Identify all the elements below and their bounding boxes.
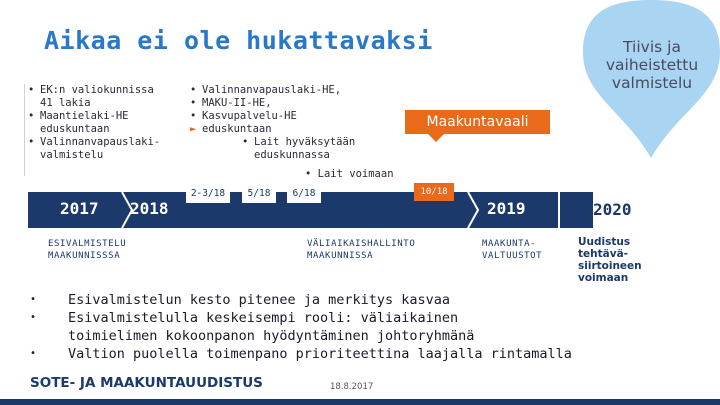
footer-bar (0, 399, 720, 405)
footer-date: 18.8.2017 (330, 382, 374, 392)
page-title: Aikaa ei ole hukattavaksi (44, 26, 433, 55)
divider (24, 84, 25, 176)
phase-valiaikaishallinto: VÄLIAIKAISHALLINTO MAAKUNNISSA (307, 239, 416, 261)
phase-maakuntavaltuustot: MAAKUNTA- VALTUUSTOT (482, 239, 543, 261)
list-item: • Valinnanvapauslaki-HE, (190, 84, 342, 96)
date-marker: 5/18 (242, 185, 276, 203)
list-item: • Lait hyväksytään eduskunnassa (242, 136, 356, 161)
list-item: ► eduskuntaan (190, 123, 272, 135)
maakuntavaali-label: Maakuntavaali (405, 110, 550, 134)
lait-voimaan-label: • Lait voimaan (305, 168, 394, 180)
list-item: • Kasvupalvelu-HE (190, 110, 297, 122)
list-item: • Esivalmistelun kesto pitenee ja merkitys kasvaa (30, 292, 451, 308)
date-marker: 2-3/18 (186, 185, 230, 203)
year-2017: 2017 (60, 199, 99, 218)
date-marker: 6/18 (287, 185, 321, 203)
main-bullet-list (30, 291, 670, 363)
date-marker-highlight: 10/18 (414, 183, 454, 201)
drop-text: Tiivis ja vaiheistettu valmistelu (605, 38, 699, 92)
phase-uudistus: Uudistus tehtävä- siirtoineen voimaan (578, 236, 642, 284)
bullet-list-2 (190, 84, 390, 162)
list-item: • Valinnanvapauslaki- valmistelu (28, 136, 161, 161)
phase-esivalmistelu: ESIVALMISTELU MAAKUNNISSSA (48, 239, 127, 261)
year-2018: 2018 (130, 199, 169, 218)
list-item: • Esivalmistelulla keskeisempi rooli: väliaikainen toimielimen kokoonpanon hyödyntäminen johtoryhmänä (30, 310, 475, 344)
list-item: • Valtion puolella toimenpano prioriteettina laajalla rintamalla (30, 346, 572, 362)
bullet-list-1 (28, 84, 178, 162)
footer-logo: SOTE- JA MAAKUNTAUUDISTUS (30, 375, 263, 391)
list-item: • EK:n valiokunnissa 41 lakia (28, 84, 154, 109)
pointer-arrow (428, 134, 444, 142)
year-2020: 2020 (593, 200, 632, 219)
year-2019: 2019 (487, 199, 526, 218)
list-item: • Maantielaki-HE eduskuntaan (28, 110, 129, 135)
list-item: • MAKU-II-HE, (190, 97, 272, 109)
